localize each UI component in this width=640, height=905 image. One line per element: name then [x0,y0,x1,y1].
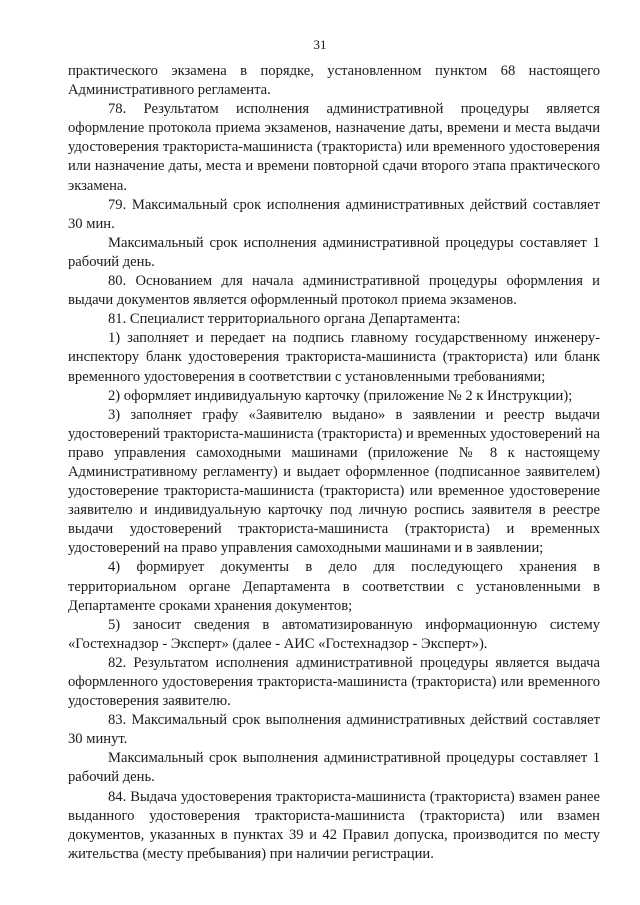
paragraph-continuation: практического экзамена в порядке, установленном пунктом 68 настоящего Административного регламента. [68,63,600,99]
paragraph-79: 79. Максимальный срок исполнения административных действий составляет 30 мин. [68,196,600,232]
paragraph-78: 78. Результатом исполнения административной процедуры является оформление протокола приема экзаменов, назначение даты, времени и места выдачи удостоверения тракториста-машиниста (тракториста) или временного удостоверения или назначение даты, места и времени повторной сдачи второго этапа практического экзамена. [68,101,600,194]
document-body [68,62,600,864]
paragraph-81-item-5: 5) заносит сведения в автоматизированную информационную систему «Гостехнадзор - Эксперт» (далее - АИС «Гостехнадзор - Эксперт»). [68,616,600,652]
paragraph-84: 84. Выдача удостоверения тракториста-машиниста (тракториста) взамен ранее выданного удостоверения тракториста-машиниста (тракториста) или взамен документов, указанных в пунктах 39 и 42 Правил допуска, производится по месту жительства (месту пребывания) при наличии регистрации. [68,788,600,862]
paragraph-83-procedure-time: Максимальный срок выполнения административной процедуры составляет 1 рабочий день. [68,750,600,786]
paragraph-80: 80. Основанием для начала административной процедуры оформления и выдачи документов является оформленный протокол приема экзаменов. [68,273,600,309]
paragraph-82: 82. Результатом исполнения административной процедуры является выдача оформленного удостоверения тракториста-машиниста (тракториста) или временного удостоверения заявителю. [68,654,600,710]
page-number: 31 [313,37,327,52]
paragraph-81-item-1: 1) заполняет и передает на подпись главному государственному инженеру-инспектору бланк удостоверения тракториста-машиниста (тракториста) или бланк временного удостоверения в соответствии с установленными требованиями; [68,330,600,385]
paragraph-83: 83. Максимальный срок выполнения административных действий составляет 30 минут. [68,712,600,748]
paragraph-81-item-2: 2) оформляет индивидуальную карточку (приложение № 2 к Инструкции); [108,387,573,404]
paragraph-79-procedure-time: Максимальный срок исполнения административной процедуры составляет 1 рабочий день. [68,234,600,270]
paragraph-81-item-4: 4) формирует документы в дело для последующего хранения в территориальном органе Департамента в соответствии с установленными в Департаменте сроками хранения документов; [68,559,600,614]
paragraph-81-item-3: 3) заполняет графу «Заявителю выдано» в заявлении и реестр выдачи удостоверений тракториста-машиниста (тракториста) и временных удостоверений на право управления самоходными машинами (приложение № 8 к настоящему Административному регламенту) и выдает оформленное (подписанное заявителем) удостоверение тракториста-машиниста (тракториста) или временное удостоверение заявителю и индивидуальную карточку под личную роспись заявителя в реестре выдачи удостоверений тракториста-машиниста (тракториста) и временных удостоверений на право управления самоходными машинами и в заявлении; [68,406,600,557]
paragraph-81: 81. Специалист территориального органа Департамента: [108,311,461,328]
